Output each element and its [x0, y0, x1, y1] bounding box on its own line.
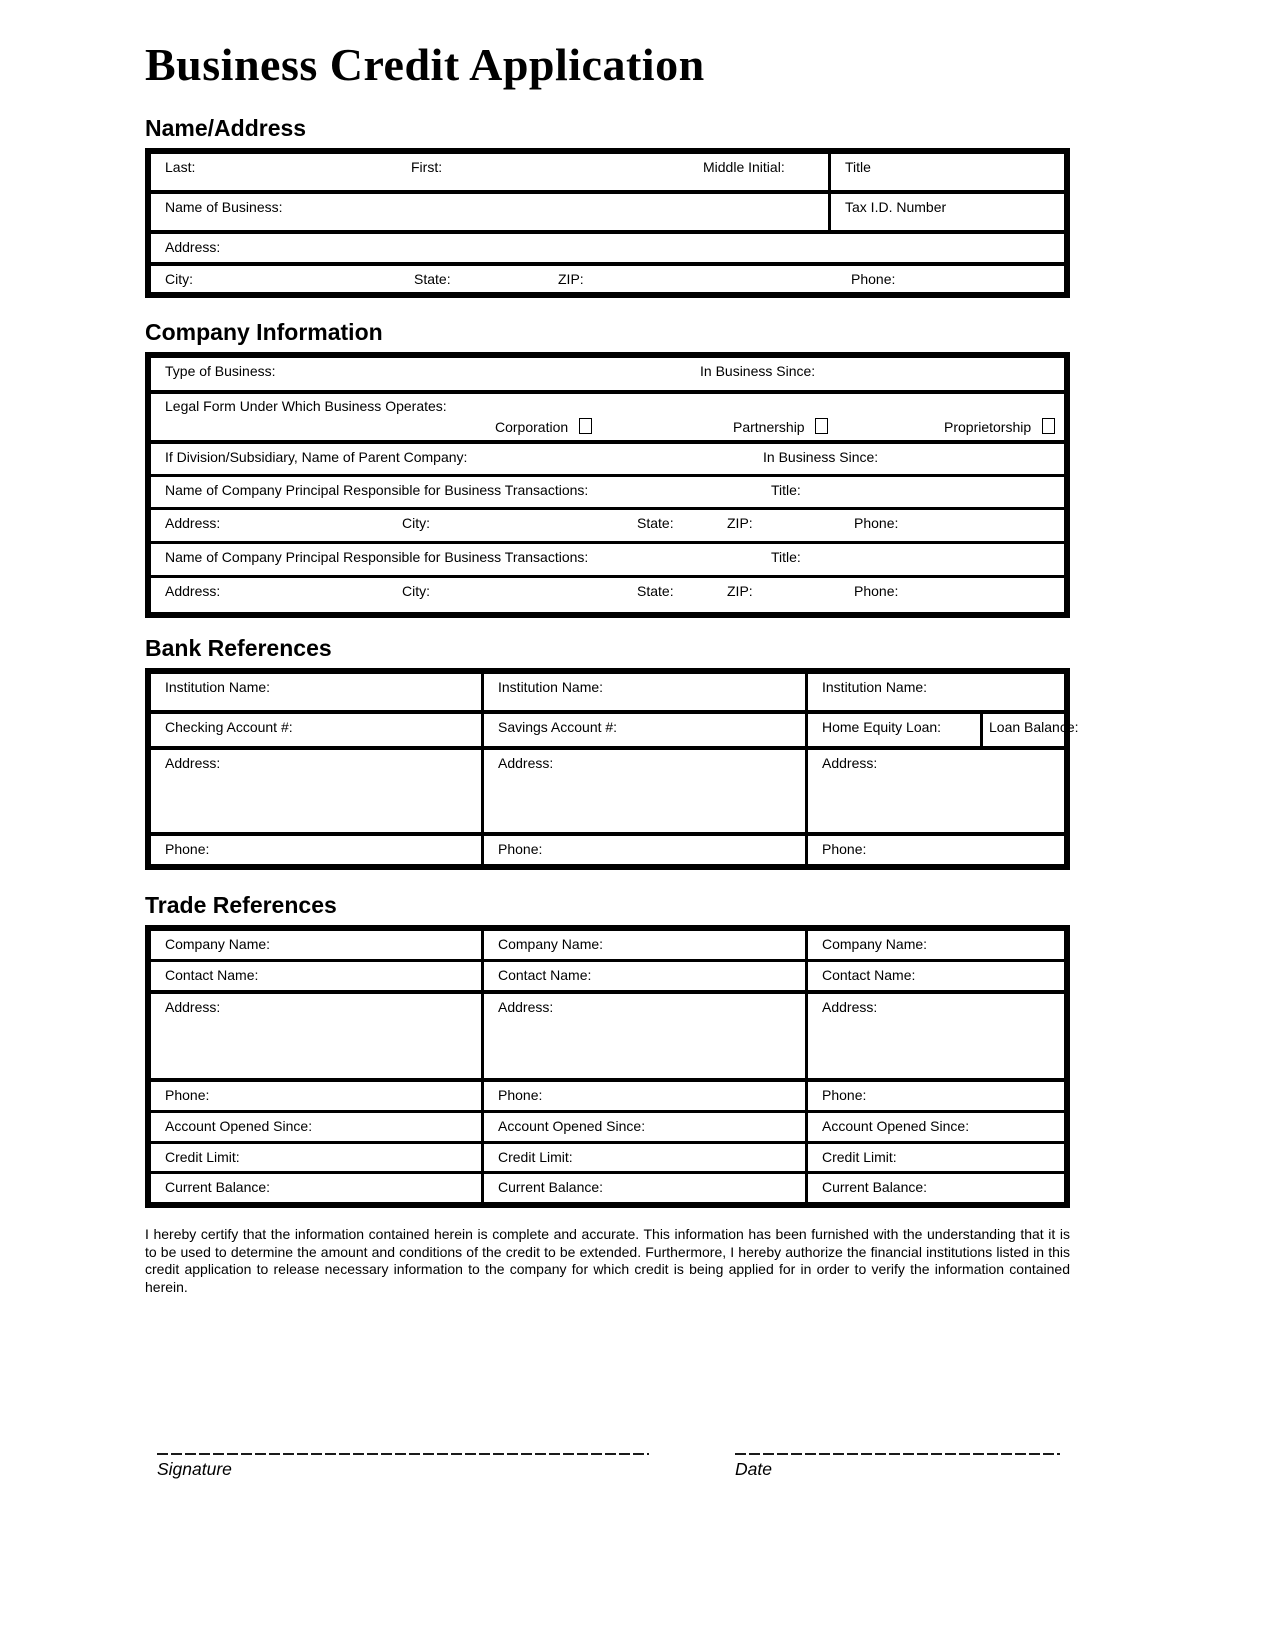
- credit-limit-label: Credit Limit:: [498, 1149, 573, 1165]
- current-balance-label: Current Balance:: [165, 1179, 271, 1195]
- table-row: [151, 358, 1064, 390]
- principal-name-label: Name of Company Principal Responsible for Business Transactions:: [165, 549, 589, 565]
- city-label: City:: [165, 271, 193, 287]
- institution-name-field: [484, 674, 805, 710]
- contact-name-field: [808, 962, 1064, 990]
- table-row: [151, 394, 1064, 440]
- table-row: [151, 510, 1064, 541]
- current-balance-label: Current Balance:: [822, 1179, 928, 1195]
- table-row: [151, 266, 1064, 292]
- trade-phone-field: [484, 1082, 805, 1110]
- credit-limit-field: [484, 1144, 805, 1171]
- trade-address-field: [808, 994, 1064, 1078]
- signature-line: [157, 1453, 649, 1455]
- company-name-field: [151, 931, 481, 959]
- loan-balance-field: [983, 714, 1079, 746]
- phone-label: Phone:: [822, 1087, 867, 1103]
- company-information-table: [145, 352, 1070, 618]
- table-row: [151, 194, 1064, 230]
- company-name-label: Company Name:: [822, 936, 928, 952]
- in-business-since-label: In Business Since:: [763, 449, 879, 465]
- bank-references-table: [145, 668, 1079, 870]
- phone-label: Phone:: [165, 1087, 210, 1103]
- address-label: Address:: [498, 999, 554, 1015]
- contact-name-field: [484, 962, 805, 990]
- business-name-field: [151, 194, 828, 230]
- home-equity-field: [808, 714, 1079, 746]
- current-balance-field: [151, 1174, 481, 1202]
- phone-label: Phone:: [165, 841, 210, 857]
- account-opened-field: [808, 1113, 1064, 1141]
- table-row: [151, 750, 1064, 832]
- tax-id-label: Tax I.D. Number: [845, 199, 947, 215]
- address-field: [151, 234, 1064, 262]
- trade-address-field: [151, 994, 481, 1078]
- company-information-heading: Company Information: [145, 319, 383, 345]
- certification-text: I hereby certify that the information contained herein is complete and accurate. This information has been furnished with the understanding that it is to be used to determine the amount and conditions of the credit to be extended. Furthermore, I hereby authorize the financial institutions listed in this credit application to release necessary information to the company for which credit is being applied for in order to verify the information contained herein.: [145, 1226, 1070, 1295]
- signature-block: [145, 1453, 1070, 1480]
- date-line: [735, 1453, 1060, 1455]
- phone-label: Phone:: [854, 515, 899, 531]
- address-label: Address:: [822, 755, 878, 771]
- account-opened-field: [484, 1113, 805, 1141]
- table-row: [151, 994, 1064, 1078]
- checking-account-label: Checking Account #:: [165, 719, 293, 735]
- contact-name-field: [151, 962, 481, 990]
- company-name-label: Company Name:: [165, 936, 271, 952]
- table-row: [151, 674, 1064, 710]
- home-equity-loan-label: Home Equity Loan:: [822, 719, 942, 735]
- phone-label: Phone:: [854, 583, 899, 599]
- bank-phone-field: [808, 836, 1064, 864]
- principal-name-label: Name of Company Principal Responsible for Business Transactions:: [165, 482, 589, 498]
- account-opened-since-label: Account Opened Since:: [822, 1118, 970, 1134]
- last-name-label: Last:: [165, 159, 196, 175]
- corporation-checkbox[interactable]: [579, 418, 592, 434]
- account-opened-since-label: Account Opened Since:: [498, 1118, 646, 1134]
- current-balance-field: [484, 1174, 805, 1202]
- in-business-since-label: In Business Since:: [700, 363, 816, 379]
- bank-references-heading: Bank References: [145, 635, 332, 661]
- first-name-label: First:: [411, 159, 443, 175]
- phone-label: Phone:: [498, 841, 543, 857]
- bank-address-field: [808, 750, 1064, 832]
- state-label: State:: [637, 515, 674, 531]
- account-opened-since-label: Account Opened Since:: [165, 1118, 313, 1134]
- institution-name-label: Institution Name:: [498, 679, 604, 695]
- corporation-label: Corporation: [495, 419, 569, 435]
- address-label: Address:: [165, 515, 221, 531]
- phone-label: Phone:: [498, 1087, 543, 1103]
- parent-company-label: If Division/Subsidiary, Name of Parent Company:: [165, 449, 468, 465]
- savings-account-field: [484, 714, 805, 746]
- current-balance-label: Current Balance:: [498, 1179, 604, 1195]
- credit-limit-label: Credit Limit:: [822, 1149, 897, 1165]
- form-title: Business Credit Application: [145, 39, 705, 90]
- city-state-zip-phone-field: [151, 266, 1064, 292]
- state-label: State:: [637, 583, 674, 599]
- corporation-option: [495, 418, 592, 435]
- address-label: Address:: [822, 999, 878, 1015]
- proprietorship-label: Proprietorship: [944, 419, 1032, 435]
- table-row: [151, 962, 1064, 990]
- bank-address-field: [484, 750, 805, 832]
- trade-phone-field: [808, 1082, 1064, 1110]
- current-balance-field: [808, 1174, 1064, 1202]
- address-label: Address:: [498, 755, 554, 771]
- table-row: [151, 544, 1064, 575]
- institution-name-field: [151, 674, 481, 710]
- title-field: [831, 154, 1064, 190]
- address-label: Address:: [165, 999, 221, 1015]
- institution-name-field: [808, 674, 1064, 710]
- company-name-field: [808, 931, 1064, 959]
- form-content: [145, 0, 1079, 1480]
- proprietorship-option: [944, 418, 1055, 435]
- title-label: Title: [845, 159, 871, 175]
- contact-name-label: Contact Name:: [822, 967, 916, 983]
- credit-limit-field: [151, 1144, 481, 1171]
- institution-name-label: Institution Name:: [822, 679, 928, 695]
- company-name-label: Company Name:: [498, 936, 604, 952]
- type-of-business-label: Type of Business:: [165, 363, 276, 379]
- person-name-field: [151, 154, 828, 190]
- savings-account-label: Savings Account #:: [498, 719, 618, 735]
- account-opened-field: [151, 1113, 481, 1141]
- address-label: Address:: [165, 239, 221, 255]
- table-row: [151, 477, 1064, 507]
- zip-label: ZIP:: [727, 583, 753, 599]
- address-label: Address:: [165, 755, 221, 771]
- partnership-checkbox[interactable]: [815, 418, 828, 434]
- table-row: [151, 1113, 1064, 1141]
- state-label: State:: [414, 271, 451, 287]
- table-row: [151, 714, 1079, 746]
- trade-phone-field: [151, 1082, 481, 1110]
- principal-title-label: Title:: [771, 549, 801, 565]
- credit-limit-label: Credit Limit:: [165, 1149, 240, 1165]
- home-equity-loan-field: [808, 714, 980, 746]
- zip-label: ZIP:: [727, 515, 753, 531]
- middle-initial-label: Middle Initial:: [703, 159, 785, 175]
- trade-references-heading: Trade References: [145, 892, 337, 918]
- date-label: Date: [735, 1459, 772, 1480]
- company-name-field: [484, 931, 805, 959]
- checking-account-field: [151, 714, 481, 746]
- table-row: [151, 1082, 1064, 1110]
- table-row: [151, 1174, 1064, 1202]
- business-name-label: Name of Business:: [165, 199, 283, 215]
- table-row: [151, 578, 1064, 612]
- principal-title-label: Title:: [771, 482, 801, 498]
- address-label: Address:: [165, 583, 221, 599]
- phone-label: Phone:: [822, 841, 867, 857]
- loan-balance-label: Loan Balance:: [989, 719, 1079, 735]
- zip-label: ZIP:: [558, 271, 584, 287]
- legal-form-label: Legal Form Under Which Business Operates:: [165, 398, 447, 414]
- partnership-option: [733, 418, 828, 435]
- table-row: [151, 154, 1064, 190]
- city-label: City:: [402, 583, 430, 599]
- city-label: City:: [402, 515, 430, 531]
- bank-address-field: [151, 750, 481, 832]
- table-row: [151, 1144, 1064, 1171]
- table-row: [151, 931, 1064, 959]
- tax-id-field: [831, 194, 1064, 230]
- proprietorship-checkbox[interactable]: [1042, 418, 1055, 434]
- table-row: [151, 836, 1064, 864]
- signature-area: [157, 1453, 649, 1480]
- trade-references-table: [145, 925, 1070, 1208]
- table-row: [151, 444, 1064, 474]
- name-address-table: [145, 148, 1070, 298]
- contact-name-label: Contact Name:: [165, 967, 259, 983]
- credit-limit-field: [808, 1144, 1064, 1171]
- trade-address-field: [484, 994, 805, 1078]
- institution-name-label: Institution Name:: [165, 679, 271, 695]
- bank-phone-field: [484, 836, 805, 864]
- bank-phone-field: [151, 836, 481, 864]
- phone-label: Phone:: [851, 271, 896, 287]
- table-row: [151, 234, 1064, 262]
- contact-name-label: Contact Name:: [498, 967, 592, 983]
- name-address-heading: Name/Address: [145, 115, 307, 141]
- signature-label: Signature: [157, 1459, 232, 1480]
- partnership-label: Partnership: [733, 419, 805, 435]
- date-area: [735, 1453, 1060, 1480]
